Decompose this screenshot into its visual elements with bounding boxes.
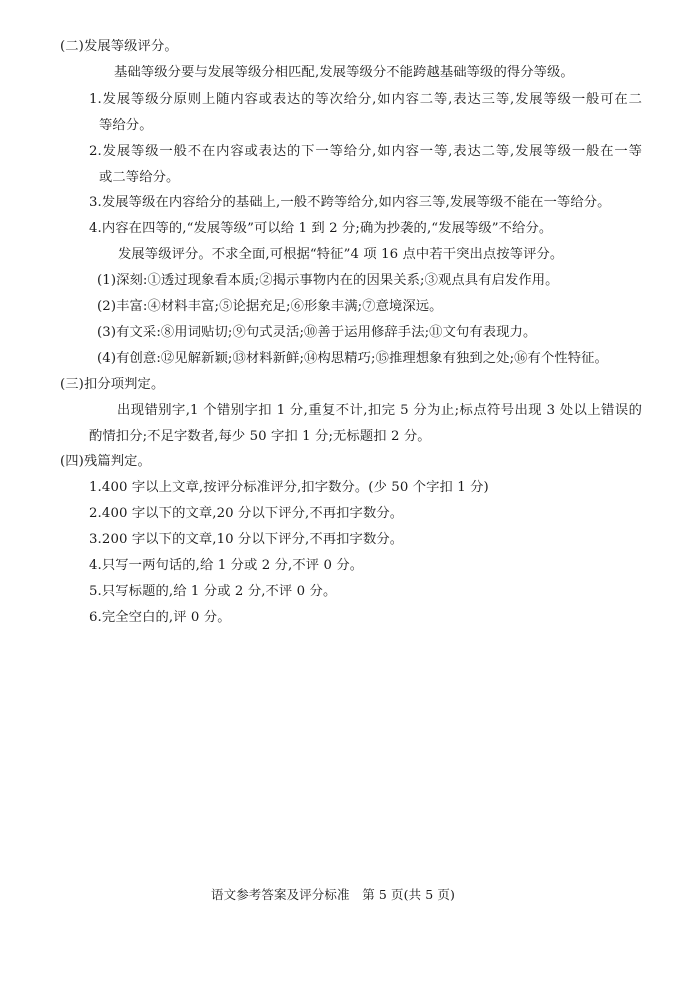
section3-text-line2: 酌情扣分;不足字数者,每少 50 字扣 1 分;无标题扣 2 分。 <box>89 429 431 444</box>
section2-item4: 4.内容在四等的,“发展等级”可以给 1 到 2 分;确为抄袭的,“发展等级”不给分。 <box>89 221 553 236</box>
page-footer: 语文参考答案及评分标准 第 5 页(共 5 页) <box>211 887 455 902</box>
section4-item-6: 6.完全空白的,评 0 分。 <box>89 610 231 625</box>
criteria-rich: (2)丰富:④材料丰富;⑤论据充足;⑥形象丰满;⑦意境深远。 <box>97 299 443 314</box>
section2-item3: 3.发展等级在内容给分的基础上,一般不跨等给分,如内容三等,发展等级不能在一等给分。 <box>89 195 611 210</box>
section2-item2-line2: 或二等给分。 <box>99 170 180 185</box>
section2-heading: (二)发展等级评分。 <box>60 39 178 54</box>
section4-item-4: 4.只写一两句话的,给 1 分或 2 分,不评 0 分。 <box>89 558 364 573</box>
criteria-literary: (3)有文采:⑧用词贴切;⑨句式灵活;⑩善于运用修辞手法;⑪文句有表现力。 <box>97 325 537 340</box>
section3-heading: (三)扣分项判定。 <box>60 377 165 392</box>
section4-heading: (四)残篇判定。 <box>60 454 151 469</box>
criteria-intro: 发展等级评分。不求全面,可根据“特征”4 项 16 点中若干突出点按等评分。 <box>118 247 564 262</box>
section2-intro: 基础等级分要与发展等级分相匹配,发展等级分不能跨越基础等级的得分等级。 <box>114 65 574 80</box>
section4-item-1: 1.400 字以上文章,按评分标准评分,扣字数分。(少 50 个字扣 1 分) <box>89 480 489 495</box>
criteria-creative: (4)有创意:⑫见解新颖;⑬材料新鲜;⑭构思精巧;⑮推理想象有独到之处;⑯有个性特征。 <box>97 351 608 366</box>
section3-text-line1: 出现错别字,1 个错别字扣 1 分,重复不计,扣完 5 分为止;标点符号出现 3 处以上错误的 <box>117 403 642 418</box>
section4-item-3: 3.200 字以下的文章,10 分以下评分,不再扣字数分。 <box>89 532 404 547</box>
section2-item1-line1: 1.发展等级分原则上随内容或表达的等次给分,如内容二等,表达三等,发展等级一般可在二 <box>89 92 642 107</box>
section2-item1-line2: 等给分。 <box>99 118 153 133</box>
criteria-deep: (1)深刻:①透过现象看本质;②揭示事物内在的因果关系;③观点具有启发作用。 <box>97 273 559 288</box>
section4-item-5: 5.只写标题的,给 1 分或 2 分,不评 0 分。 <box>89 584 337 599</box>
section2-item2-line1: 2.发展等级一般不在内容或表达的下一等给分,如内容一等,表达二等,发展等级一般在一等 <box>89 144 642 159</box>
section4-item-2: 2.400 字以下的文章,20 分以下评分,不再扣字数分。 <box>89 506 404 521</box>
